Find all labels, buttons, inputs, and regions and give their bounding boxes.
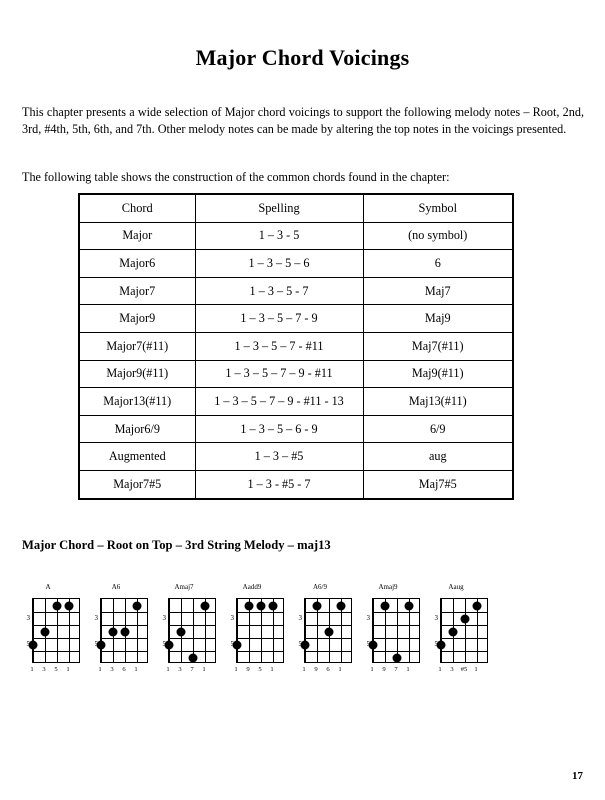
nut-line (32, 598, 34, 663)
fret-line (237, 612, 283, 613)
fret-line (101, 638, 147, 639)
interval-label: 3 (42, 666, 46, 673)
interval-label: 1 (30, 666, 34, 673)
interval-label-row (304, 665, 352, 677)
table-row (79, 415, 513, 443)
cell-symbol: Maj7(#11) (363, 332, 513, 360)
fret-line (441, 651, 487, 652)
page-title: Major Chord Voicings (195, 44, 410, 70)
chord-construction-table (78, 193, 514, 500)
fret-line (305, 638, 351, 639)
page-number: 17 (572, 770, 583, 782)
column-header-chord: Chord (79, 194, 195, 222)
fret-line (237, 651, 283, 652)
interval-label: 6 (326, 666, 330, 673)
cell-chord: Major (79, 222, 195, 250)
intro-paragraph-1: This chapter presents a wide selection of Major chord voicings to support the following melody notes – Root, 2nd, 3rd, #4th, 5th, 6th, and 7th. Other melody notes can be made by altering the top notes in the voicings presented. (22, 105, 584, 137)
cell-symbol: (no symbol) (363, 222, 513, 250)
cell-spelling: 1 – 3 – 5 – 7 – 9 - #11 - 13 (195, 388, 363, 416)
nut-line (236, 598, 238, 663)
cell-chord: Major6/9 (79, 415, 195, 443)
fret-line (305, 625, 351, 626)
fret-line (373, 625, 419, 626)
finger-dot (393, 653, 402, 662)
chord-construction-table-wrapper (78, 193, 512, 500)
cell-chord: Augmented (79, 443, 195, 471)
fret-line (101, 651, 147, 652)
table-row (79, 470, 513, 498)
interval-label: 3 (178, 666, 182, 673)
chord-diagram (150, 583, 218, 688)
fret-line (373, 638, 419, 639)
cell-spelling: 1 – 3 – #5 (195, 443, 363, 471)
finger-dot (337, 601, 346, 610)
table-row (79, 277, 513, 305)
interval-label: 1 (98, 666, 102, 673)
fret-position-label: 5 (94, 639, 98, 648)
cell-spelling: 1 – 3 – 5 – 7 - 9 (195, 305, 363, 333)
cell-symbol: aug (363, 443, 513, 471)
cell-chord: Major7#5 (79, 470, 195, 498)
finger-dot (65, 601, 74, 610)
interval-label: #5 (460, 666, 468, 673)
table-row (79, 443, 513, 471)
nut-line (440, 598, 442, 663)
chord-diagram (82, 583, 150, 688)
cell-symbol: 6/9 (363, 415, 513, 443)
nut-line (100, 598, 102, 663)
cell-symbol: Maj7 (363, 277, 513, 305)
interval-label-row (100, 665, 148, 677)
fretboard-grid (440, 598, 488, 663)
finger-dot (449, 627, 458, 636)
chord-diagram-name: A6/9 (313, 583, 327, 591)
fret-position-label: 3 (298, 613, 302, 622)
cell-chord: Major9(#11) (79, 360, 195, 388)
chord-diagram-name: A6 (111, 583, 121, 591)
cell-symbol: Maj9 (363, 305, 513, 333)
fret-line (169, 612, 215, 613)
nut-line (304, 598, 306, 663)
finger-dot (313, 601, 322, 610)
interval-label: 3 (110, 666, 114, 673)
cell-spelling: 1 – 3 – 5 – 7 - #11 (195, 332, 363, 360)
cell-chord: Major9 (79, 305, 195, 333)
interval-label-row (372, 665, 420, 677)
fret-line (33, 651, 79, 652)
interval-label: 1 (438, 666, 442, 673)
interval-label: 1 (302, 666, 306, 673)
intro-paragraph-2: The following table shows the construction of the common chords found in the chapter: (22, 170, 450, 185)
fret-position-label: 5 (366, 639, 370, 648)
cell-spelling: 1 – 3 - #5 - 7 (195, 470, 363, 498)
finger-dot (325, 627, 334, 636)
finger-dot (201, 601, 210, 610)
finger-dot (405, 601, 414, 610)
interval-label-row (236, 665, 284, 677)
interval-label-row (440, 665, 488, 677)
chord-diagram (218, 583, 286, 688)
interval-label: 1 (234, 666, 238, 673)
nut-line (168, 598, 170, 663)
table-row (79, 388, 513, 416)
finger-dot (121, 627, 130, 636)
interval-label: 1 (166, 666, 170, 673)
cell-symbol: Maj13(#11) (363, 388, 513, 416)
fret-line (33, 625, 79, 626)
cell-spelling: 1 – 3 – 5 – 6 (195, 250, 363, 278)
interval-label: 7 (394, 666, 398, 673)
fretboard-grid (100, 598, 148, 663)
interval-label: 3 (450, 666, 454, 673)
finger-dot (53, 601, 62, 610)
fret-line (33, 638, 79, 639)
fret-line (169, 625, 215, 626)
chord-diagram-name: Aadd9 (242, 583, 262, 591)
interval-label: 9 (382, 666, 386, 673)
finger-dot (109, 627, 118, 636)
cell-spelling: 1 – 3 – 5 – 7 – 9 - #11 (195, 360, 363, 388)
interval-label-row (168, 665, 216, 677)
cell-symbol: 6 (363, 250, 513, 278)
fret-position-label: 3 (162, 613, 166, 622)
fret-position-label: 3 (230, 613, 234, 622)
table-row (79, 360, 513, 388)
finger-dot (381, 601, 390, 610)
column-header-spelling: Spelling (195, 194, 363, 222)
fret-position-label: 3 (434, 613, 438, 622)
interval-label: 9 (246, 666, 250, 673)
chord-diagram-strip (14, 583, 594, 688)
fret-position-label: 3 (26, 613, 30, 622)
fret-position-label: 3 (94, 613, 98, 622)
fret-position-label: 5 (230, 639, 234, 648)
finger-dot (269, 601, 278, 610)
fret-line (237, 625, 283, 626)
fret-position-label: 5 (298, 639, 302, 648)
cell-symbol: Maj7#5 (363, 470, 513, 498)
chord-diagram (422, 583, 490, 688)
cell-chord: Major7 (79, 277, 195, 305)
fret-position-label: 5 (162, 639, 166, 648)
chord-diagram-name: A (45, 583, 51, 591)
interval-label: 7 (190, 666, 194, 673)
column-header-symbol: Symbol (363, 194, 513, 222)
finger-dot (245, 601, 254, 610)
fretboard-grid (372, 598, 420, 663)
table-row (79, 222, 513, 250)
interval-label: 9 (314, 666, 318, 673)
cell-symbol: Maj9(#11) (363, 360, 513, 388)
interval-label: 1 (202, 666, 206, 673)
fret-line (441, 625, 487, 626)
cell-spelling: 1 – 3 - 5 (195, 222, 363, 250)
interval-label: 1 (338, 666, 342, 673)
finger-dot (133, 601, 142, 610)
cell-spelling: 1 – 3 – 5 – 6 - 9 (195, 415, 363, 443)
cell-chord: Major7(#11) (79, 332, 195, 360)
fret-position-label: 5 (26, 639, 30, 648)
table-header-row (79, 194, 513, 222)
finger-dot (461, 614, 470, 623)
interval-label: 5 (258, 666, 262, 673)
string-line (465, 599, 466, 662)
cell-chord: Major6 (79, 250, 195, 278)
interval-label-row (32, 665, 80, 677)
fret-line (441, 612, 487, 613)
fret-line (237, 638, 283, 639)
chord-diagram-name: Aaug (448, 583, 464, 591)
fret-line (441, 638, 487, 639)
fret-line (373, 612, 419, 613)
interval-label: 1 (134, 666, 138, 673)
cell-spelling: 1 – 3 – 5 - 7 (195, 277, 363, 305)
fret-line (101, 625, 147, 626)
fretboard-grid (32, 598, 80, 663)
fret-line (169, 651, 215, 652)
interval-label: 6 (122, 666, 126, 673)
fret-position-label: 5 (434, 639, 438, 648)
fret-line (305, 651, 351, 652)
fretboard-grid (304, 598, 352, 663)
chord-diagram (286, 583, 354, 688)
fret-line (373, 651, 419, 652)
interval-label: 1 (474, 666, 478, 673)
fret-position-label: 3 (366, 613, 370, 622)
section-heading: Major Chord – Root on Top – 3rd String Melody – maj13 (22, 538, 331, 552)
finger-dot (473, 601, 482, 610)
table-row (79, 305, 513, 333)
finger-dot (41, 627, 50, 636)
interval-label: 5 (54, 666, 58, 673)
chord-diagram (354, 583, 422, 688)
fret-line (101, 612, 147, 613)
finger-dot (177, 627, 186, 636)
chord-diagram (14, 583, 82, 688)
interval-label: 1 (406, 666, 410, 673)
table-row (79, 250, 513, 278)
fret-line (169, 638, 215, 639)
chord-diagram-name: Amaj9 (378, 583, 398, 591)
finger-dot (257, 601, 266, 610)
fret-line (33, 612, 79, 613)
fret-line (305, 612, 351, 613)
table-row (79, 332, 513, 360)
cell-chord: Major13(#11) (79, 388, 195, 416)
fretboard-grid (168, 598, 216, 663)
nut-line (372, 598, 374, 663)
interval-label: 1 (66, 666, 70, 673)
finger-dot (189, 653, 198, 662)
chord-diagram-name: Amaj7 (174, 583, 194, 591)
interval-label: 1 (270, 666, 274, 673)
fretboard-grid (236, 598, 284, 663)
interval-label: 1 (370, 666, 374, 673)
